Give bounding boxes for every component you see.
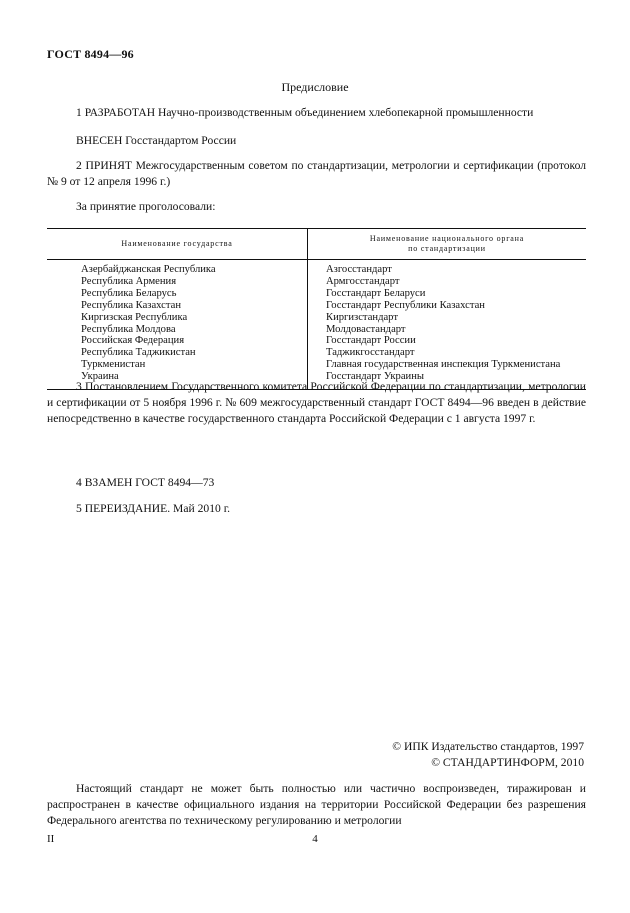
- paragraph-developed: 1 РАЗРАБОТАН Научно-производственным объединением хлебопекарной промышленности: [76, 106, 534, 119]
- standards-body-name: Главная государственная инспекция Туркменистана: [326, 359, 561, 371]
- standards-body-name: Азгосстандарт: [326, 264, 392, 275]
- state-name: Российская Федерация: [81, 335, 185, 347]
- reproduction-notice: Настоящий стандарт не может быть полностью или частично воспроизведен, тиражирован и распространен в качестве официального издания на территории Российской Федерации без разрешения Федерального агентства по техническому регулированию и метрологии: [47, 782, 586, 827]
- document-code-header: ГОСТ 8494—96: [47, 47, 134, 61]
- state-name: Киргизская Республика: [81, 311, 188, 323]
- standards-body-name: Молдовастандарт: [326, 323, 406, 335]
- standards-body-name: Госстандарт Украины: [326, 371, 424, 383]
- state-name: Республика Армения: [81, 275, 177, 287]
- paragraph-introduced: ВНЕСЕН Госстандартом России: [76, 134, 237, 147]
- state-name: Республика Таджикистан: [81, 347, 196, 359]
- standards-body-name: Госстандарт Республики Казахстан: [326, 299, 485, 311]
- column-header-state: Наименование государства: [47, 229, 308, 260]
- page-number: 4: [312, 833, 318, 845]
- copyright-line: © ИПК Издательство стандартов, 1997: [392, 740, 584, 753]
- table-header-row: [47, 229, 586, 260]
- state-name: Республика Беларусь: [81, 287, 177, 299]
- section-title: Предисловие: [281, 80, 349, 94]
- state-name: Республика Молдова: [81, 323, 176, 335]
- column-header-body: [308, 229, 587, 260]
- paragraph-enacted: 3 Постановлением Государственного комитета Российской Федерации по стандартизации, метрологии и сертификации от 5 ноября 1996 г. № 609 межгосударственный стандарт ГОСТ 8494—96 введен в действие непосредственно в качестве государственного стандарта Российской Федерации с 1 августа 1997 г.: [47, 380, 586, 425]
- paragraph-replaces: 4 ВЗАМЕН ГОСТ 8494—73: [76, 476, 215, 489]
- standards-body-name: Госстандарт Беларуси: [326, 287, 426, 299]
- standards-body-name: Киргизстандарт: [326, 311, 398, 323]
- column-header-body-line1: Наименование национального органа: [369, 234, 525, 243]
- state-name: Азербайджанская Республика: [81, 264, 216, 275]
- voted-label: За принятие проголосовали:: [76, 200, 216, 213]
- standards-body-name: Армгосстандарт: [326, 275, 400, 287]
- state-name: Туркменистан: [81, 359, 146, 371]
- standards-body-name: Таджикгосстандарт: [326, 347, 415, 359]
- states-column: [47, 260, 308, 390]
- paragraph-adopted: 2 ПРИНЯТ Межгосударственным советом по стандартизации, метрологии и сертификации (протокол № 9 от 12 апреля 1996 г.): [47, 159, 586, 188]
- column-header-body-line2: по стандартизации: [408, 244, 486, 253]
- standards-body-name: Госстандарт России: [326, 335, 416, 347]
- copyright-block: [392, 739, 584, 771]
- paragraph-reissue: 5 ПЕРЕИЗДАНИЕ. Май 2010 г.: [76, 502, 231, 515]
- state-name: Республика Казахстан: [81, 299, 182, 311]
- copyright-line: © СТАНДАРТИНФОРМ, 2010: [431, 756, 584, 769]
- state-name: Украина: [81, 371, 119, 383]
- table-row: [47, 260, 586, 390]
- bodies-column: [308, 260, 587, 390]
- page-roman-numeral: II: [47, 833, 55, 845]
- voting-states-table: [47, 228, 586, 390]
